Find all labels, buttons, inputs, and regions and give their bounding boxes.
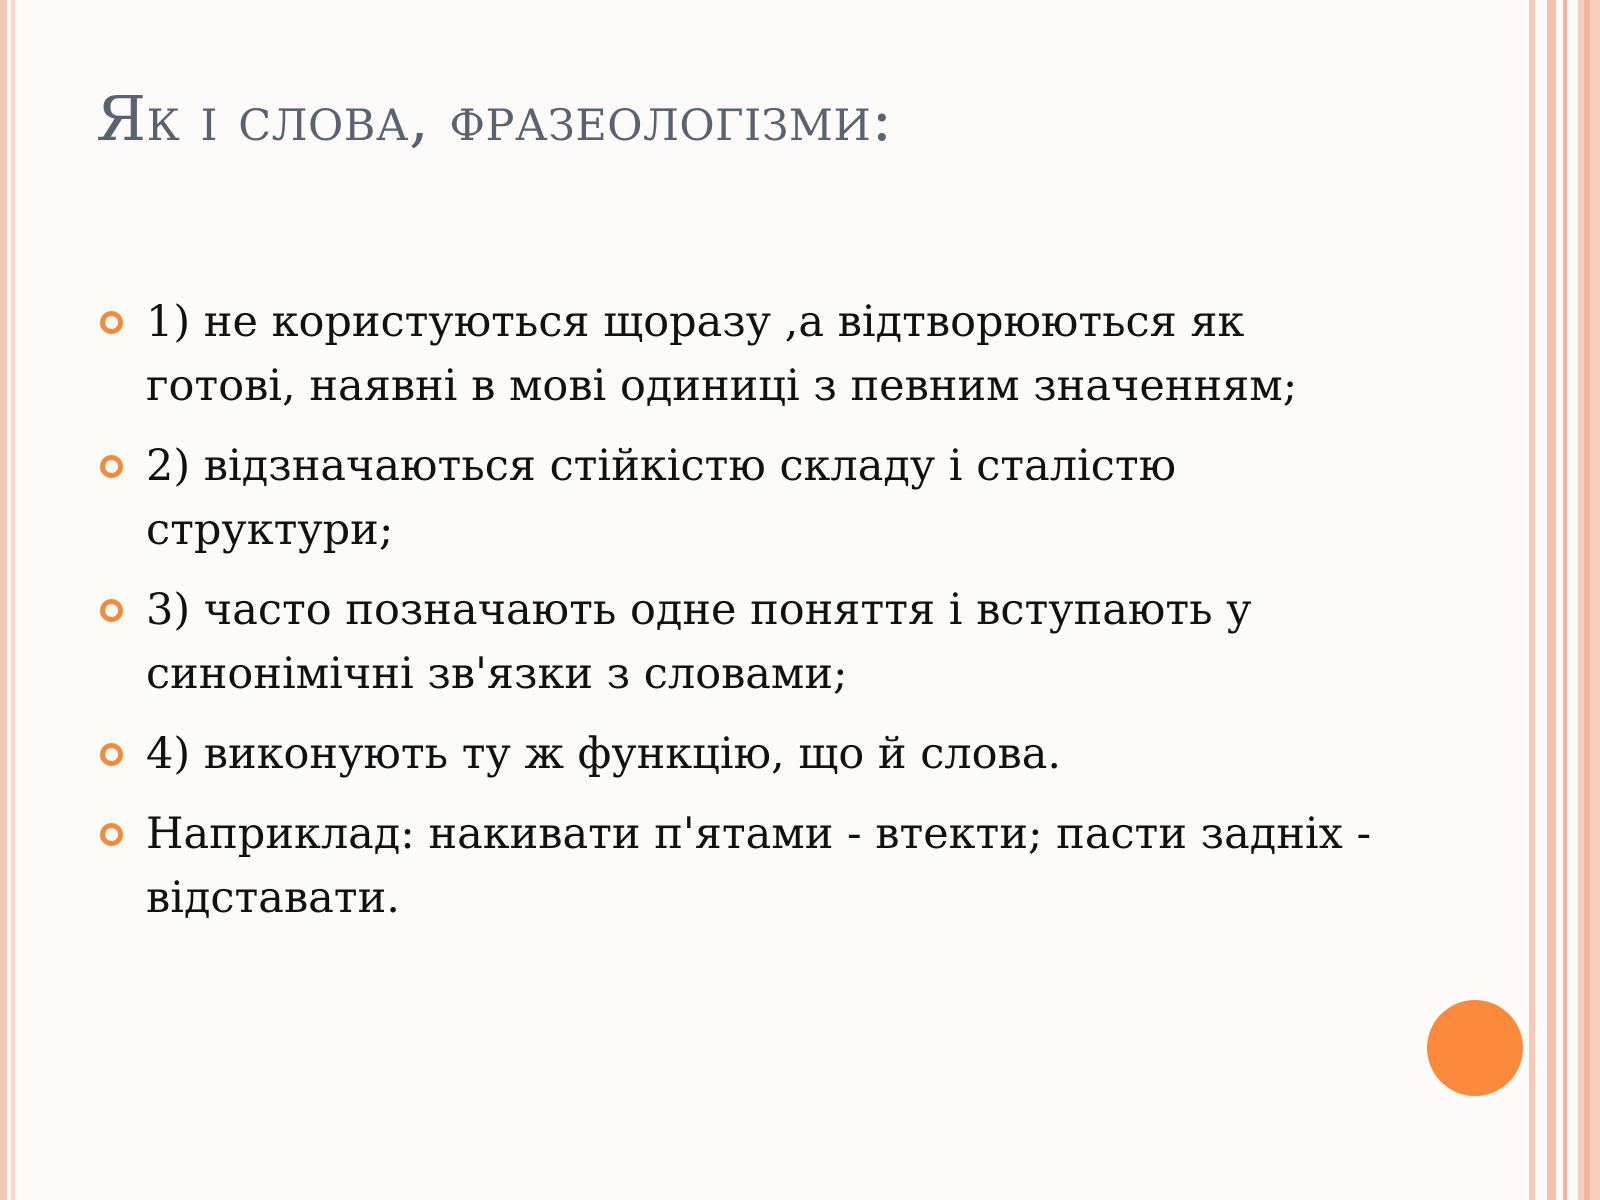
bullet-item xyxy=(96,578,1396,706)
bullet-text: 3) часто позначають одне поняття і вступають у синонімічні зв'язки з словами; xyxy=(146,585,1252,699)
bullet-text: 1) не користуються щоразу ,а відтворюються як готові, наявні в мові одиниці з певним значенням; xyxy=(146,297,1298,411)
left-border-stripe xyxy=(11,0,15,1200)
bullet-text: 4) виконують ту ж функцію, що й слова. xyxy=(146,729,1062,779)
ring-bullet-icon xyxy=(100,823,123,846)
right-border-stripe xyxy=(1563,0,1567,1200)
slide-title: Як і слова, фразеологізми: xyxy=(96,82,893,155)
bullet-text: 2) відзначаються стійкістю складу і сталістю структури; xyxy=(146,441,1177,555)
left-border-stripe xyxy=(0,0,7,1200)
decorative-circle xyxy=(1427,1000,1523,1096)
bullet-text: Наприклад: накивати п'ятами - втекти; пасти задніх - відставати. xyxy=(146,809,1372,923)
bullet-item xyxy=(96,290,1396,418)
ring-bullet-icon xyxy=(100,311,123,334)
ring-bullet-icon xyxy=(100,455,123,478)
bullet-list xyxy=(96,290,1396,946)
right-border-stripe xyxy=(1584,0,1590,1200)
bullet-item xyxy=(96,802,1396,930)
bullet-item xyxy=(96,434,1396,562)
ring-bullet-icon xyxy=(100,599,123,622)
right-border-stripe xyxy=(1547,0,1556,1200)
bullet-item xyxy=(96,722,1396,786)
right-border-stripe xyxy=(1529,0,1535,1200)
ring-bullet-icon xyxy=(100,743,123,766)
